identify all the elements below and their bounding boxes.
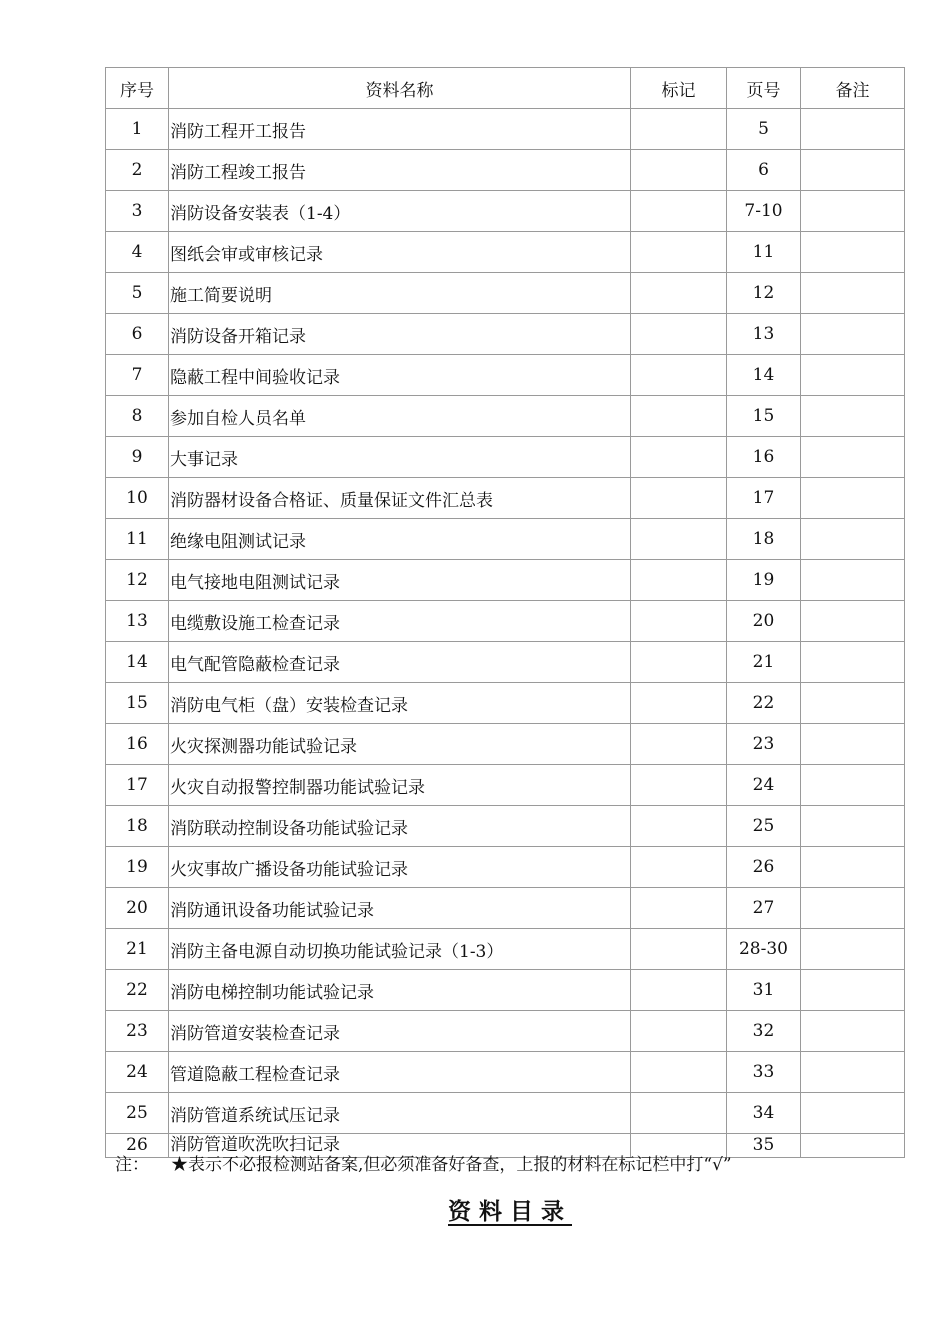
- remark-cell: [801, 232, 905, 273]
- remark-cell: [801, 888, 905, 929]
- table-row: [106, 232, 905, 273]
- page-number-cell: 7-10: [727, 191, 801, 232]
- footnote: [115, 1150, 732, 1175]
- table-row: [106, 847, 905, 888]
- table-row: [106, 191, 905, 232]
- remark-cell: [801, 847, 905, 888]
- mark-cell: [631, 396, 727, 437]
- document-name-cell: 参加自检人员名单: [169, 396, 631, 437]
- row-number-cell: 3: [106, 191, 169, 232]
- row-number-cell: 2: [106, 150, 169, 191]
- page-number-cell: 12: [727, 273, 801, 314]
- header-no: 序号: [106, 68, 169, 109]
- document-name-cell: 电气接地电阻测试记录: [169, 560, 631, 601]
- mark-cell: [631, 519, 727, 560]
- table-row: [106, 355, 905, 396]
- table-row: [106, 888, 905, 929]
- row-number-cell: 10: [106, 478, 169, 519]
- mark-cell: [631, 683, 727, 724]
- remark-cell: [801, 191, 905, 232]
- table-row: [106, 970, 905, 1011]
- remark-cell: [801, 314, 905, 355]
- page-number-cell: 19: [727, 560, 801, 601]
- page-number-cell: 34: [727, 1093, 801, 1134]
- page-number-cell: 28-30: [727, 929, 801, 970]
- remark-cell: [801, 150, 905, 191]
- mark-cell: [631, 929, 727, 970]
- mark-cell: [631, 478, 727, 519]
- table-body: [106, 109, 905, 1158]
- document-name-cell: 施工简要说明: [169, 273, 631, 314]
- table-row: [106, 683, 905, 724]
- table-row: [106, 109, 905, 150]
- mark-cell: [631, 847, 727, 888]
- page-number-cell: 35: [727, 1134, 801, 1158]
- mark-cell: [631, 1093, 727, 1134]
- document-name-cell: 消防工程竣工报告: [169, 150, 631, 191]
- remark-cell: [801, 970, 905, 1011]
- document-name-cell: 隐蔽工程中间验收记录: [169, 355, 631, 396]
- remark-cell: [801, 765, 905, 806]
- footnote-prefix: 注：: [115, 1155, 149, 1175]
- document-name-cell: 火灾自动报警控制器功能试验记录: [169, 765, 631, 806]
- header-mark: 标记: [631, 68, 727, 109]
- document-name-cell: 火灾事故广播设备功能试验记录: [169, 847, 631, 888]
- header-remark: 备注: [801, 68, 905, 109]
- remark-cell: [801, 396, 905, 437]
- table-row: [106, 765, 905, 806]
- document-name-cell: 消防联动控制设备功能试验记录: [169, 806, 631, 847]
- table-row: [106, 806, 905, 847]
- document-name-cell: 大事记录: [169, 437, 631, 478]
- row-number-cell: 6: [106, 314, 169, 355]
- page-number-cell: 13: [727, 314, 801, 355]
- footnote-text: ★表示不必报检测站备案,但必须准备好备查，上报的材料在标记栏中打“√”: [171, 1155, 732, 1175]
- document-name-cell: 电缆敷设施工检查记录: [169, 601, 631, 642]
- page-number-cell: 27: [727, 888, 801, 929]
- table-row: [106, 1093, 905, 1134]
- page-number-cell: 17: [727, 478, 801, 519]
- table-row: [106, 642, 905, 683]
- remark-cell: [801, 601, 905, 642]
- page-number-cell: 21: [727, 642, 801, 683]
- document-name-cell: 电气配管隐蔽检查记录: [169, 642, 631, 683]
- table-row: [106, 1011, 905, 1052]
- document-name-cell: 绝缘电阻测试记录: [169, 519, 631, 560]
- mark-cell: [631, 888, 727, 929]
- mark-cell: [631, 191, 727, 232]
- row-number-cell: 5: [106, 273, 169, 314]
- document-name-cell: 消防电气柜（盘）安装检查记录: [169, 683, 631, 724]
- mark-cell: [631, 806, 727, 847]
- mark-cell: [631, 642, 727, 683]
- mark-cell: [631, 560, 727, 601]
- remark-cell: [801, 724, 905, 765]
- row-number-cell: 22: [106, 970, 169, 1011]
- document-name-cell: 消防器材设备合格证、质量保证文件汇总表: [169, 478, 631, 519]
- remark-cell: [801, 478, 905, 519]
- row-number-cell: 21: [106, 929, 169, 970]
- row-number-cell: 23: [106, 1011, 169, 1052]
- document-name-cell: 消防工程开工报告: [169, 109, 631, 150]
- row-number-cell: 16: [106, 724, 169, 765]
- document-name-cell: 消防管道系统试压记录: [169, 1093, 631, 1134]
- mark-cell: [631, 765, 727, 806]
- table-row: [106, 724, 905, 765]
- row-number-cell: 12: [106, 560, 169, 601]
- remark-cell: [801, 560, 905, 601]
- mark-cell: [631, 724, 727, 765]
- page-number-cell: 6: [727, 150, 801, 191]
- table-row: [106, 396, 905, 437]
- page-number-cell: 16: [727, 437, 801, 478]
- remark-cell: [801, 1093, 905, 1134]
- row-number-cell: 18: [106, 806, 169, 847]
- row-number-cell: 8: [106, 396, 169, 437]
- remark-cell: [801, 273, 905, 314]
- remark-cell: [801, 683, 905, 724]
- page-number-cell: 22: [727, 683, 801, 724]
- remark-cell: [801, 642, 905, 683]
- page-number-cell: 23: [727, 724, 801, 765]
- page-number-cell: 25: [727, 806, 801, 847]
- row-number-cell: 24: [106, 1052, 169, 1093]
- mark-cell: [631, 314, 727, 355]
- page-title: 资料目录: [448, 1198, 572, 1225]
- remark-cell: [801, 1011, 905, 1052]
- row-number-cell: 14: [106, 642, 169, 683]
- document-name-cell: 消防通讯设备功能试验记录: [169, 888, 631, 929]
- page-number-cell: 14: [727, 355, 801, 396]
- row-number-cell: 19: [106, 847, 169, 888]
- page-number-cell: 31: [727, 970, 801, 1011]
- table-row: [106, 929, 905, 970]
- document-name-cell: 消防主备电源自动切换功能试验记录（1-3）: [169, 929, 631, 970]
- row-number-cell: 11: [106, 519, 169, 560]
- document-name-cell: 消防电梯控制功能试验记录: [169, 970, 631, 1011]
- page-number-cell: 20: [727, 601, 801, 642]
- remark-cell: [801, 519, 905, 560]
- page-number-cell: 26: [727, 847, 801, 888]
- document-name-cell: 消防设备开箱记录: [169, 314, 631, 355]
- row-number-cell: 7: [106, 355, 169, 396]
- table-row: [106, 273, 905, 314]
- row-number-cell: 1: [106, 109, 169, 150]
- table-header-row: [106, 68, 905, 109]
- table-row: [106, 478, 905, 519]
- table-row: [106, 560, 905, 601]
- table-row: [106, 519, 905, 560]
- remark-cell: [801, 929, 905, 970]
- remark-cell: [801, 109, 905, 150]
- mark-cell: [631, 970, 727, 1011]
- document-name-cell: 图纸会审或审核记录: [169, 232, 631, 273]
- page-number-cell: 11: [727, 232, 801, 273]
- table-row: [106, 1052, 905, 1093]
- mark-cell: [631, 150, 727, 191]
- document-name-cell: 消防管道吹洗吹扫记录: [169, 1134, 631, 1158]
- document-name-cell: 火灾探测器功能试验记录: [169, 724, 631, 765]
- header-name: 资料名称: [169, 68, 631, 109]
- page-number-cell: 5: [727, 109, 801, 150]
- row-number-cell: 20: [106, 888, 169, 929]
- header-page: 页号: [727, 68, 801, 109]
- row-number-cell: 9: [106, 437, 169, 478]
- document-index-table: [105, 67, 905, 1158]
- document-name-cell: 管道隐蔽工程检查记录: [169, 1052, 631, 1093]
- mark-cell: [631, 109, 727, 150]
- row-number-cell: 25: [106, 1093, 169, 1134]
- document-name-cell: 消防设备安装表（1-4）: [169, 191, 631, 232]
- remark-cell: [801, 1134, 905, 1158]
- page-number-cell: 18: [727, 519, 801, 560]
- row-number-cell: 26: [106, 1134, 169, 1158]
- table-row: [106, 314, 905, 355]
- mark-cell: [631, 232, 727, 273]
- remark-cell: [801, 355, 905, 396]
- page-number-cell: 24: [727, 765, 801, 806]
- mark-cell: [631, 1011, 727, 1052]
- row-number-cell: 15: [106, 683, 169, 724]
- table-row: [106, 437, 905, 478]
- table-row: [106, 150, 905, 191]
- remark-cell: [801, 437, 905, 478]
- table-row: [106, 601, 905, 642]
- remark-cell: [801, 1052, 905, 1093]
- mark-cell: [631, 355, 727, 396]
- page-number-cell: 33: [727, 1052, 801, 1093]
- mark-cell: [631, 601, 727, 642]
- row-number-cell: 17: [106, 765, 169, 806]
- mark-cell: [631, 437, 727, 478]
- page-number-cell: 32: [727, 1011, 801, 1052]
- document-name-cell: 消防管道安装检查记录: [169, 1011, 631, 1052]
- page-number-cell: 15: [727, 396, 801, 437]
- remark-cell: [801, 806, 905, 847]
- mark-cell: [631, 273, 727, 314]
- row-number-cell: 13: [106, 601, 169, 642]
- mark-cell: [631, 1052, 727, 1093]
- row-number-cell: 4: [106, 232, 169, 273]
